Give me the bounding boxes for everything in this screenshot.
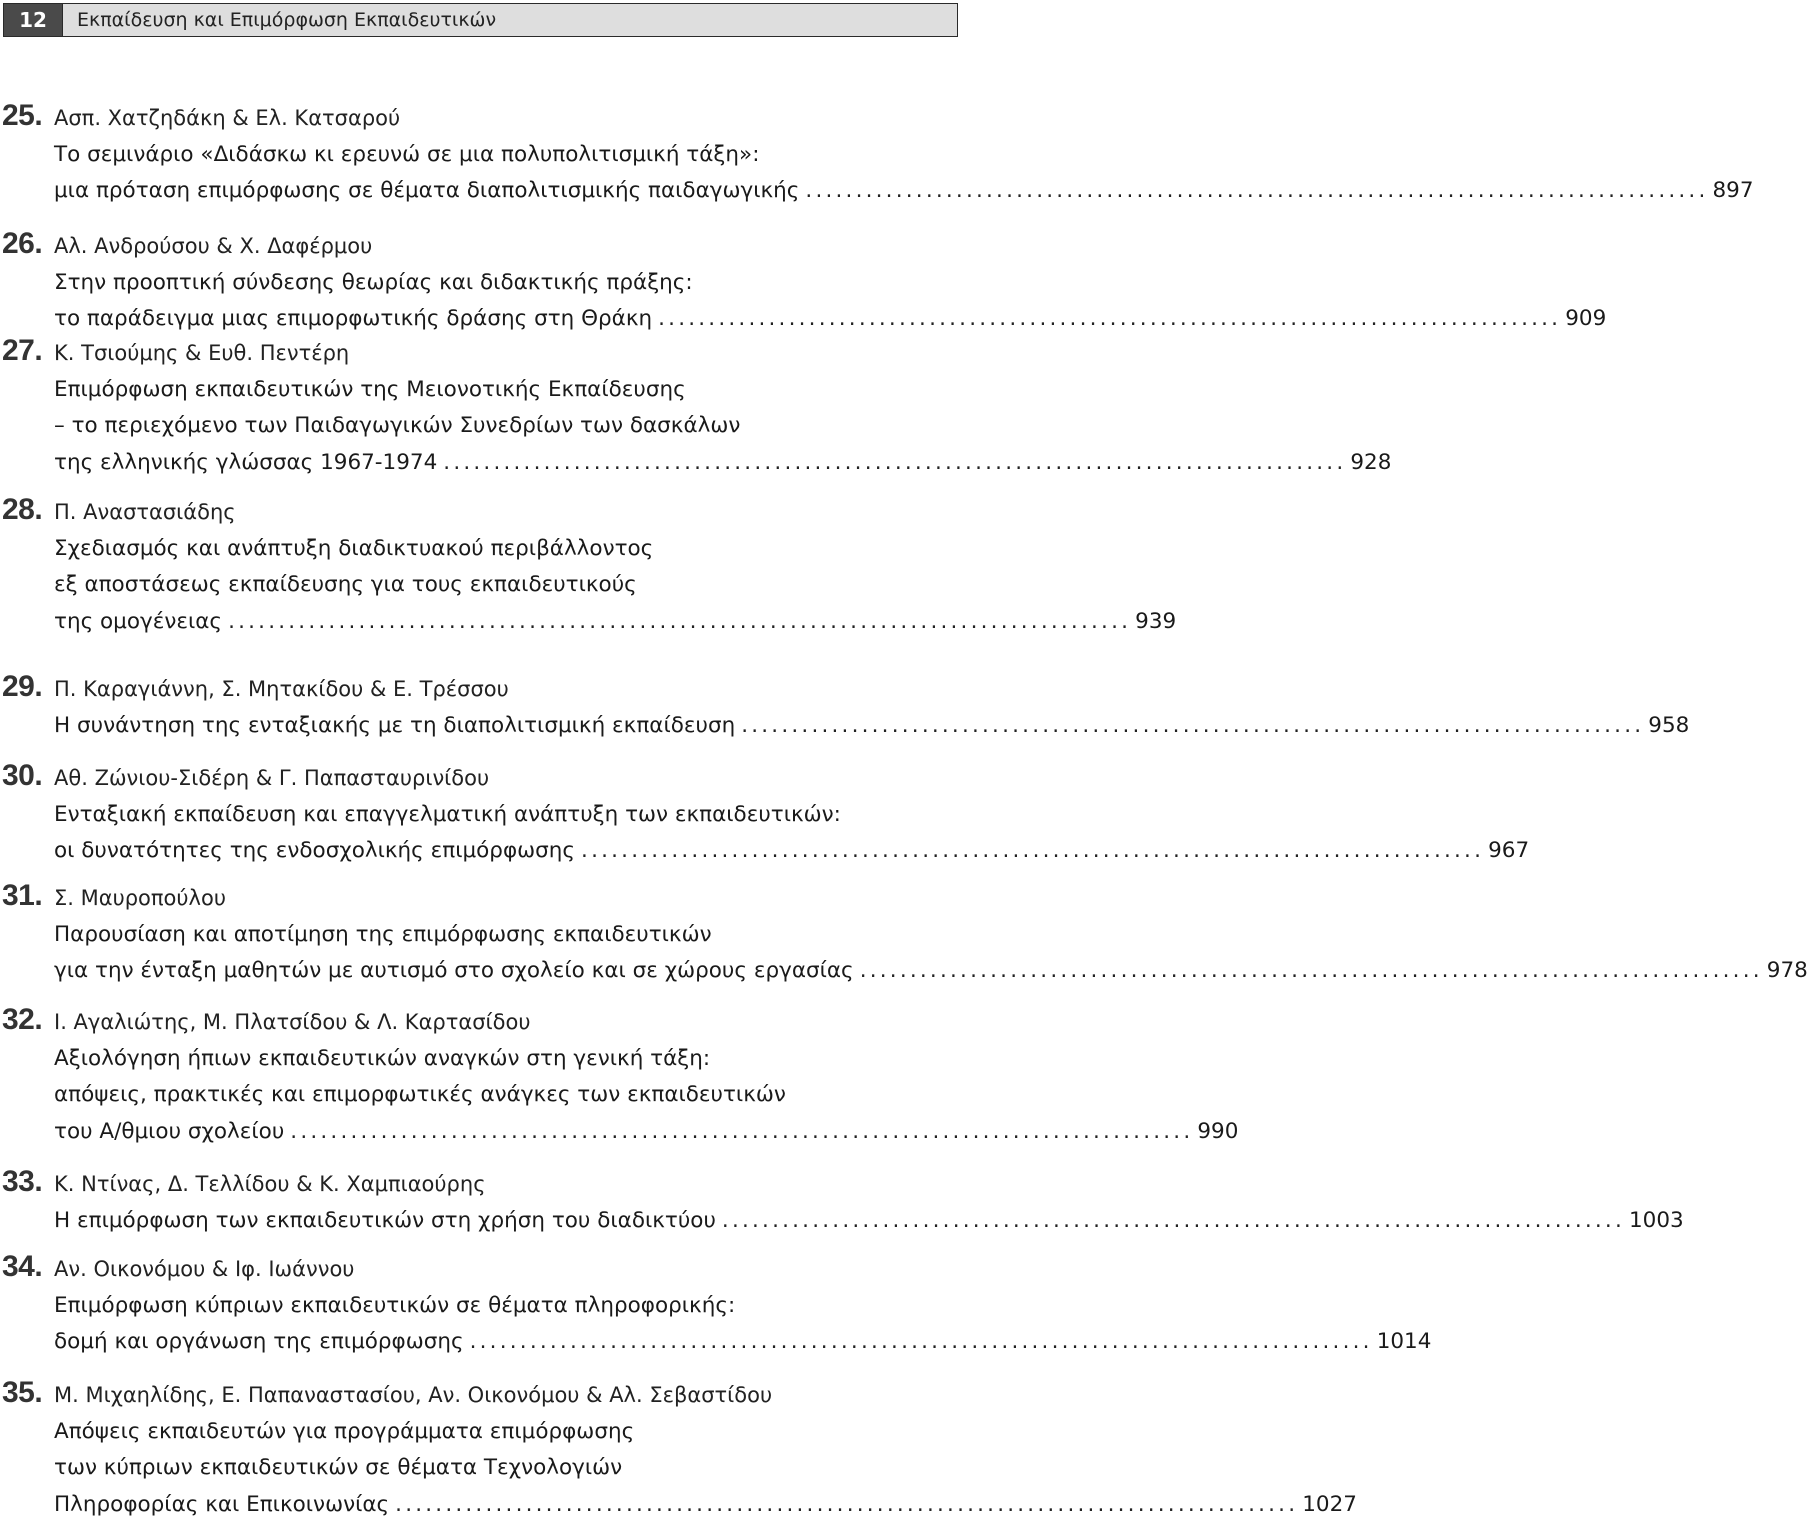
entry-page-number: 978 (1766, 958, 1808, 983)
title-text: της ομογένειας (54, 608, 223, 634)
title-text: Η επιμόρφωση των εκπαιδευτικών στη χρήση του διαδικτύου (54, 1207, 716, 1233)
entry-authors (54, 1251, 956, 1287)
authors-text: Αν. Οικονόμου & Ιφ. Ιωάννου (54, 1257, 355, 1281)
title-text: Σχεδιασμός και ανάπτυξη διαδικτυακού περιβάλλοντος (54, 535, 654, 561)
title-text: εξ αποστάσεως εκπαίδευσης για τους εκπαιδευτικούς (54, 572, 637, 597)
title-text: των κύπριων εκπαιδευτικών σε θέματα Τεχνολογιών (54, 1455, 623, 1480)
authors-text: Ι. Αγαλιώτης, Μ. Πλατσίδου & Λ. Καρτασίδου (54, 1010, 531, 1034)
entry-title-line (54, 797, 956, 833)
dot-leader: .......................................................................................... (469, 1329, 1373, 1354)
entry-authors (54, 1004, 956, 1040)
entry-page-number: 967 (1488, 838, 1530, 863)
entry-authors (54, 494, 956, 530)
dot-leader: .......................................................................................... (721, 1207, 1625, 1233)
entry-authors (54, 335, 956, 371)
entry-title-line (54, 1414, 956, 1450)
entry-title-line (54, 1203, 1684, 1239)
entry-number: 29. (2, 670, 43, 703)
dot-leader: .......................................................................................... (290, 1118, 1194, 1144)
entry-number: 32. (2, 1003, 43, 1036)
entry-number: 25. (2, 99, 43, 132)
title-text: μια πρόταση επιμόρφωσης σε θέματα διαπολιτισμικής παιδαγωγικής (54, 178, 800, 203)
entry-number: 34. (2, 1250, 43, 1283)
entry-title-line (54, 567, 956, 603)
entry-authors (54, 671, 956, 707)
title-text: Επιμόρφωση εκπαιδευτικών της Μειονοτικής Εκπαίδευσης (54, 376, 686, 402)
entry-page-number: 909 (1565, 306, 1607, 331)
entry-title-line (54, 1041, 956, 1077)
entry-title-line (54, 1077, 956, 1113)
title-text: Πληροφορίας και Επικοινωνίας (54, 1491, 390, 1517)
entry-number: 27. (2, 334, 43, 367)
entry-title-line (54, 445, 1392, 481)
dot-leader: .......................................................................................... (581, 838, 1485, 863)
title-text: Το σεμινάριο «Διδάσκω κι ερευνώ σε μια πολυπολιτισμική τάξη»: (54, 141, 760, 167)
title-text: Παρουσίαση και αποτίμηση της επιμόρφωσης εκπαιδευτικών (54, 921, 712, 947)
entry-page-number: 897 (1712, 178, 1754, 203)
page-number: 12 (4, 4, 62, 36)
entry-authors (54, 228, 956, 264)
entry-page-number: 990 (1197, 1118, 1239, 1144)
entry-title-line (54, 708, 1690, 744)
dot-leader: .......................................................................................... (859, 958, 1763, 983)
authors-text: Μ. Μιχαηλίδης, Ε. Παπαναστασίου, Αν. Οικονόμου & Αλ. Σεβαστίδου (54, 1383, 773, 1407)
entry-page-number: 958 (1648, 712, 1690, 738)
title-text: Αξιολόγηση ήπιων εκπαιδευτικών αναγκών στη γενική τάξη: (54, 1045, 711, 1071)
dot-leader: .......................................................................................... (741, 712, 1645, 738)
entry-number: 26. (2, 227, 43, 260)
authors-text: Κ. Ντίνας, Δ. Τελλίδου & Κ. Χαμπιαούρης (54, 1172, 486, 1196)
entry-title-line (54, 173, 1754, 209)
authors-text: Π. Καραγιάννη, Σ. Μητακίδου & Ε. Τρέσσου (54, 677, 509, 701)
entry-title-line (54, 1114, 1239, 1150)
entry-page-number: 1027 (1302, 1491, 1357, 1517)
entry-number: 30. (2, 759, 43, 792)
authors-text: Αθ. Ζώνιου-Σιδέρη & Γ. Παπασταυρινίδου (54, 766, 490, 790)
title-text: – το περιεχόμενο των Παιδαγωγικών Συνεδρίων των δασκάλων (54, 413, 741, 438)
entry-title-line (54, 265, 956, 301)
entry-number: 35. (2, 1376, 43, 1409)
entry-number: 28. (2, 493, 43, 526)
entry-authors (54, 1377, 956, 1413)
entry-title-line (54, 1450, 956, 1486)
authors-text: Π. Αναστασιάδης (54, 500, 236, 524)
entry-page-number: 1014 (1376, 1329, 1432, 1354)
entry-authors (54, 1166, 956, 1202)
dot-leader: .......................................................................................... (805, 178, 1709, 203)
entry-title-line (54, 833, 1530, 869)
entry-title-line (54, 1487, 1357, 1523)
authors-text: Σ. Μαυροπούλου (54, 886, 226, 910)
entry-title-line (54, 531, 956, 567)
title-text: απόψεις, πρακτικές και επιμορφωτικές ανάγκες των εκπαιδευτικών (54, 1082, 786, 1107)
title-text: Ενταξιακή εκπαίδευση και επαγγελματική ανάπτυξη των εκπαιδευτικών: (54, 801, 841, 827)
entry-page-number: 939 (1135, 608, 1177, 634)
entry-title-line (54, 1288, 956, 1324)
entry-title-line (54, 953, 1808, 989)
entry-title-line (54, 604, 1177, 640)
title-text: Επιμόρφωση κύπριων εκπαιδευτικών σε θέματα πληροφορικής: (54, 1292, 736, 1318)
title-text: δομή και οργάνωση της επιμόρφωσης (54, 1329, 464, 1354)
title-text: Απόψεις εκπαιδευτών για προγράμματα επιμόρφωσης (54, 1418, 635, 1444)
title-text: το παράδειγμα μιας επιμορφωτικής δράσης στη Θράκη (54, 306, 653, 331)
authors-text: Αλ. Ανδρούσου & Χ. Δαφέρμου (54, 234, 373, 258)
title-text: Η συνάντηση της ενταξιακής με τη διαπολιτισμική εκπαίδευση (54, 712, 736, 738)
entry-authors (54, 880, 956, 916)
running-title: Εκπαίδευση και Επιμόρφωση Εκπαιδευτικών (62, 4, 957, 36)
title-text: του Α/θμιου σχολείου (54, 1118, 285, 1144)
entry-number: 33. (2, 1165, 43, 1198)
dot-leader: .......................................................................................... (395, 1491, 1299, 1517)
title-text: οι δυνατότητες της ενδοσχολικής επιμόρφωσης (54, 838, 576, 863)
entry-page-number: 928 (1350, 449, 1392, 475)
title-text: Στην προοπτική σύνδεσης θεωρίας και διδακτικής πράξης: (54, 269, 693, 295)
entry-title-line (54, 1324, 1432, 1360)
entry-title-line (54, 408, 956, 444)
entry-authors (54, 100, 956, 136)
entry-title-line (54, 372, 956, 408)
entry-page-number: 1003 (1629, 1207, 1684, 1233)
dot-leader: .......................................................................................... (228, 608, 1132, 634)
authors-text: Κ. Τσιούμης & Ευθ. Πεντέρη (54, 341, 350, 365)
entry-title-line (54, 301, 1607, 337)
entry-authors (54, 760, 956, 796)
entry-title-line (54, 137, 956, 173)
dot-leader: .......................................................................................... (658, 306, 1562, 331)
authors-text: Ασπ. Χατζηδάκη & Ελ. Κατσαρού (54, 106, 401, 130)
dot-leader: .......................................................................................... (443, 449, 1347, 475)
title-text: για την ένταξη μαθητών με αυτισμό στο σχολείο και σε χώρους εργασίας (54, 958, 854, 983)
entry-title-line (54, 917, 956, 953)
entry-number: 31. (2, 879, 43, 912)
title-text: της ελληνικής γλώσσας 1967-1974 (54, 449, 438, 475)
